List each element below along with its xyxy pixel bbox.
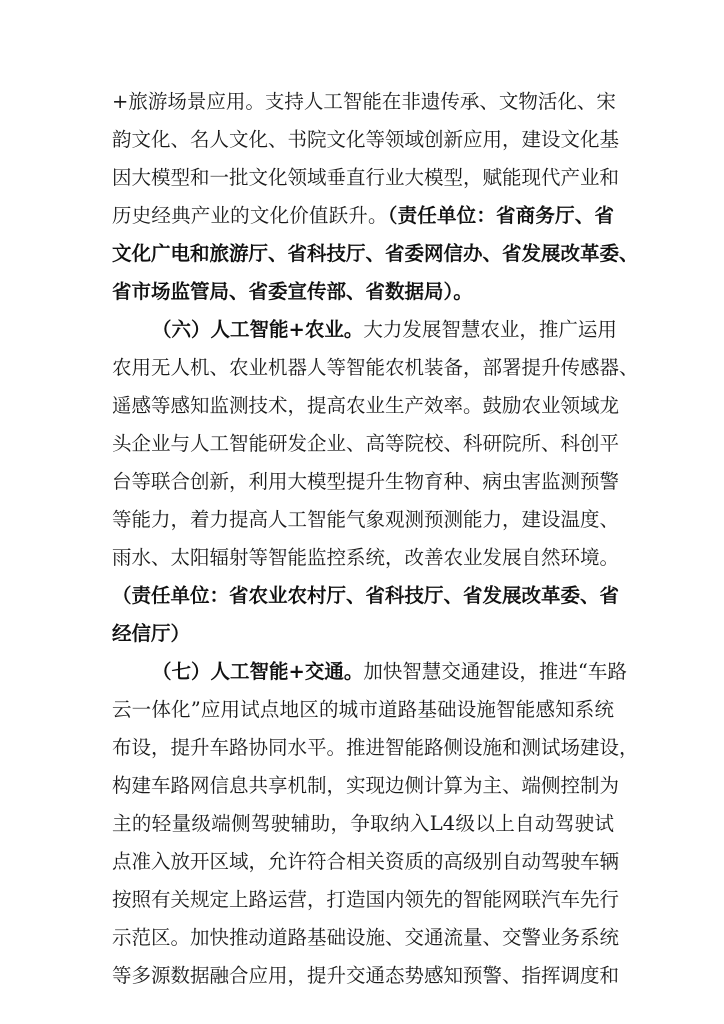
text-line: [112, 501, 620, 539]
text-segment: 云一体化”应用试点地区的城市道路基础设施智能感知系统: [112, 698, 614, 721]
text-line: [112, 197, 614, 235]
text-segment: 农用无人机、农业机器人等智能农机装备，部署提升传感器、: [112, 356, 639, 379]
text-segment: 布设，提升车路协同水平。推进智能路侧设施和测试场建设，: [112, 736, 639, 759]
responsible-units-text: （责任单位：省商务厅、省: [387, 204, 614, 227]
responsible-units-text: 经信厅）: [112, 622, 191, 645]
text-segment: 点准入放开区域，允许符合相关资质的高级别自动驾驶车辆: [112, 850, 620, 873]
text-line: [112, 729, 639, 767]
text-segment: 构建车路网信息共享机制，实现边侧计算为主、端侧控制为: [112, 774, 620, 797]
text-segment: 示范区。加快推动道路基础设施、交通流量、交警业务系统: [112, 926, 620, 949]
text-line: [112, 577, 620, 615]
responsible-units-text: 文化广电和旅游厅、省科技厅、省委网信办、省发展改革委、: [112, 242, 639, 265]
text-line: [112, 843, 620, 881]
text-line: [112, 235, 639, 273]
section-heading-transport: （七）人工智能+交通。: [152, 660, 364, 683]
section-heading-agriculture: （六）人工智能+农业。: [152, 318, 364, 341]
text-segment: 遥感等感知监测技术，提高农业生产效率。鼓励农业领域龙: [112, 394, 620, 417]
text-line: [112, 159, 620, 197]
text-segment: 韵文化、名人文化、书院文化等领域创新应用，建设文化基: [112, 128, 620, 151]
text-line: [112, 957, 620, 995]
text-line: [112, 539, 620, 577]
text-segment: 主的轻量级端侧驾驶辅助，争取纳入L4级以上自动驾驶试: [112, 812, 614, 835]
text-segment: 因大模型和一批文化领域垂直行业大模型，赋能现代产业和: [112, 166, 620, 189]
text-segment: 按照有关规定上路运营，打造国内领先的智能网联汽车先行: [112, 888, 620, 911]
text-segment: 头企业与人工智能研发企业、高等院校、科研院所、科创平: [112, 432, 620, 455]
text-segment: +旅游场景应用。支持人工智能在非遗传承、文物活化、宋: [112, 90, 616, 113]
text-line: [112, 767, 620, 805]
text-line: [112, 463, 620, 501]
text-line: [112, 387, 620, 425]
text-line: [112, 919, 620, 957]
text-line: [112, 121, 620, 159]
text-segment: 历史经典产业的文化价值跃升。: [112, 204, 388, 227]
text-line: [112, 615, 614, 653]
text-line: [112, 273, 614, 311]
text-line: [112, 425, 620, 463]
section-heading-line: [152, 311, 617, 349]
text-line: [112, 691, 614, 729]
text-segment: 雨水、太阳辐射等智能监控系统，改善农业发展自然环境。: [112, 546, 620, 569]
text-segment: 等多源数据融合应用，提升交通态势感知预警、指挥调度和: [112, 964, 620, 987]
text-line: [112, 805, 614, 843]
text-line: [112, 881, 620, 919]
responsible-units-text: 省市场监管局、省委宣传部、省数据局）。: [112, 280, 473, 303]
text-line: [112, 349, 639, 387]
text-line: [112, 83, 614, 121]
text-segment: 等能力，着力提高人工智能气象观测预测能力，建设温度、: [112, 508, 620, 531]
section-heading-line: [152, 653, 627, 691]
responsible-units-text: （责任单位：省农业农村厅、省科技厅、省发展改革委、省: [112, 584, 620, 607]
text-segment: 加快智慧交通建设，推进“车路: [363, 660, 627, 683]
text-segment: 台等联合创新，利用大模型提升生物育种、病虫害监测预警: [112, 470, 620, 493]
text-segment: 大力发展智慧农业，推广运用: [363, 318, 617, 341]
